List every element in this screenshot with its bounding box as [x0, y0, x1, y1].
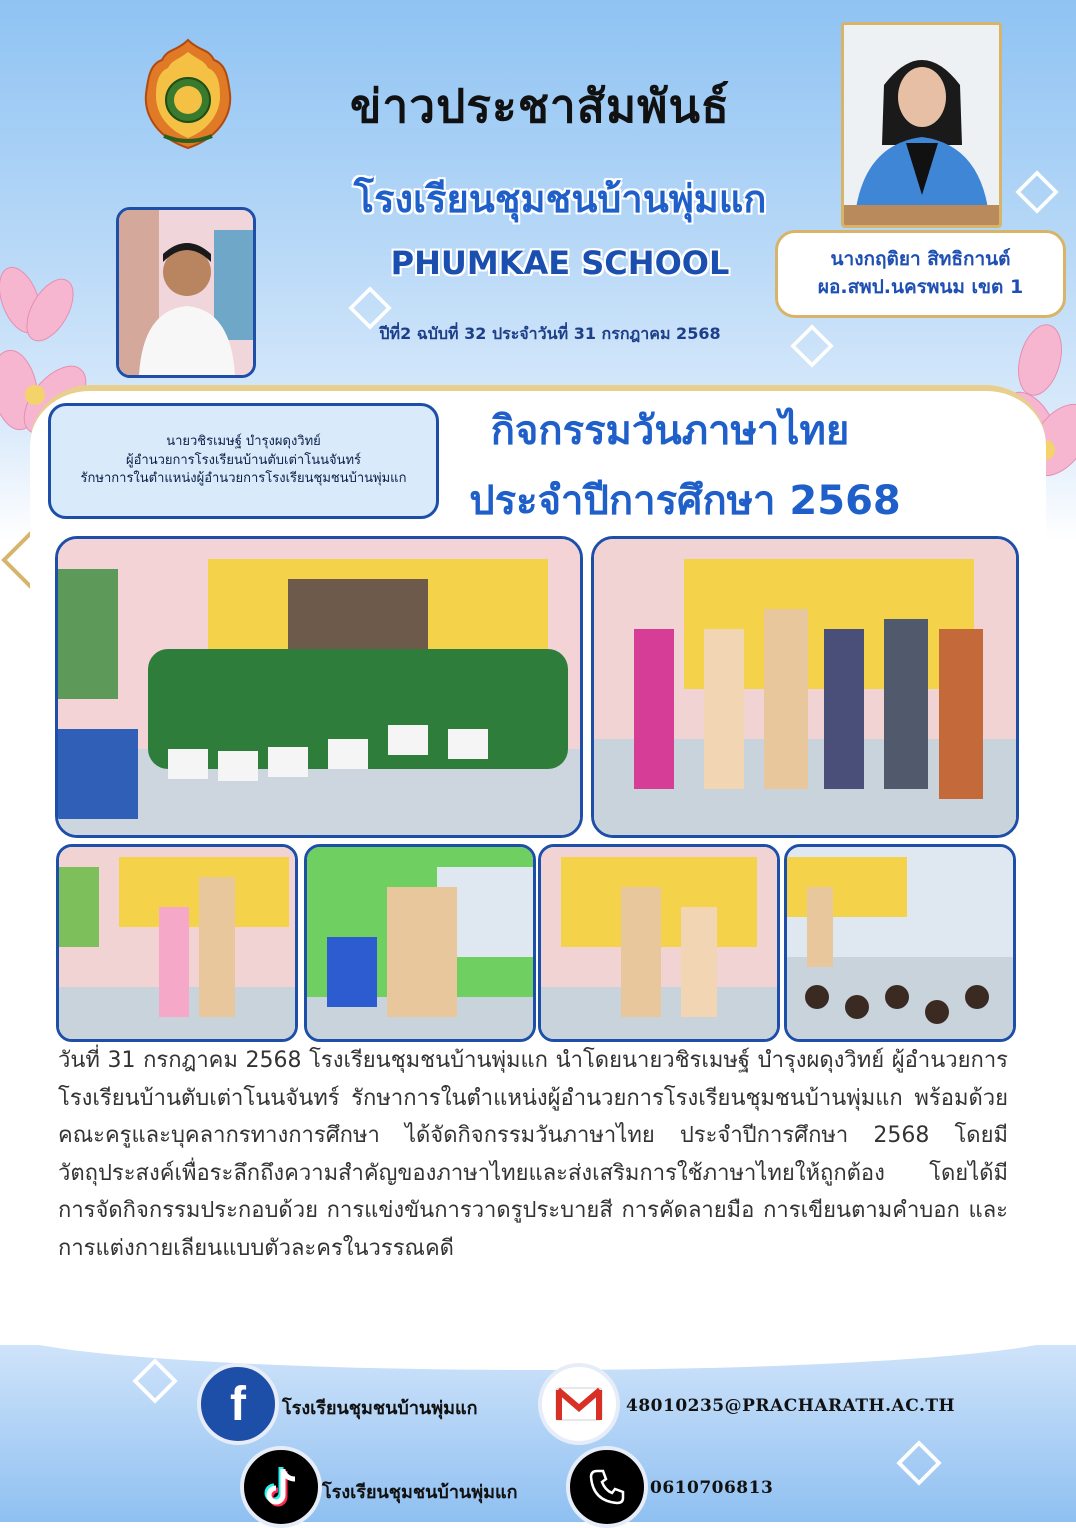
officer-name-box	[775, 230, 1066, 318]
activity-photo-group	[55, 536, 583, 838]
gmail-icon[interactable]	[538, 1363, 620, 1445]
activity-photo-certificate	[538, 844, 780, 1042]
school-name-thai: โรงเรียนชุมชนบ้านพุ่มแก	[353, 177, 767, 221]
facebook-link[interactable]: โรงเรียนชุมชนบ้านพุ่มแก	[282, 1398, 478, 1419]
issue-info: ปีที่2 ฉบับที่ 32 ประจำวันที่ 31 กรกฎาคม 2568	[379, 324, 721, 343]
phone-number[interactable]: 0610706813	[650, 1478, 774, 1498]
email-link[interactable]: 48010235@PRACHARATH.AC.TH	[626, 1396, 956, 1416]
page-title: ข่าวประชาสัมพันธ์	[349, 79, 730, 133]
white-ornament-1	[1015, 170, 1059, 214]
activity-photo-seated	[304, 844, 536, 1042]
officer-photo	[841, 22, 1002, 228]
white-ornament-3	[790, 324, 834, 368]
activity-photo-audience	[784, 844, 1016, 1042]
facebook-icon[interactable]: f	[197, 1363, 279, 1445]
director-name-box	[48, 403, 439, 519]
tiktok-icon[interactable]	[240, 1446, 322, 1528]
director-acting-position: รักษาการในตำแหน่งผู้อำนวยการโรงเรียนชุมชนบ้านพุ่มแก	[80, 471, 407, 487]
school-name-english: PHUMKAE SCHOOL	[390, 244, 730, 282]
activity-photo-award	[56, 844, 298, 1042]
tiktok-link[interactable]: โรงเรียนชุมชนบ้านพุ่มแก	[322, 1482, 518, 1503]
director-photo	[116, 207, 256, 378]
phone-icon[interactable]	[566, 1446, 648, 1528]
white-ornament-5	[896, 1440, 942, 1486]
article-body: วันที่ 31 กรกฎาคม 2568 โรงเรียนชุมชนบ้านพุ่มแก นำโดยนายวชิรเมษฐ์ บำรุงผดุงวิทย์ ผู้อำนวยการโรงเรียนบ้านตับเต่าโนนจันทร์ รักษาการในตำแหน่งผู้อำนวยการโรงเรียนชุมชนบ้านพุ่มแก พร้อมด้วยคณะครูและบุคลากรทางการศึกษา ได้จัดกิจกรรมวันภาษาไทย ประจำปีการศึกษา 2568 โดยมีวัตถุประสงค์เพื่อระลึกถึงความสำคัญของภาษาไทยและส่งเสริมการใช้ภาษาไทยให้ถูกต้อง โดยได้มีการจัดกิจกรรมประกอบด้วย การแข่งขันการวาดรูประบายสี การคัดลายมือ การเขียนตามคำบอก และการแต่งกายเลียนแบบตัวละครในวรรณคดี	[58, 1048, 1008, 1261]
officer-name: นางกฤติยา สิทธิกานต์	[830, 248, 1011, 271]
officer-position: ผอ.สพป.นครพนม เขต 1	[817, 276, 1024, 298]
activity-title: กิจกรรมวันภาษาไทย	[490, 408, 850, 454]
activity-subtitle: ประจำปีการศึกษา 2568	[469, 478, 901, 524]
director-name: นายวชิรเมษฐ์ บำรุงผดุงวิทย์	[166, 433, 321, 449]
director-position: ผู้อำนวยการโรงเรียนบ้านตับเต่าโนนจันทร์	[125, 452, 362, 468]
activity-photo-costumes	[591, 536, 1019, 838]
ministry-emblem-logo	[138, 38, 238, 150]
white-ornament-4	[132, 1358, 178, 1404]
